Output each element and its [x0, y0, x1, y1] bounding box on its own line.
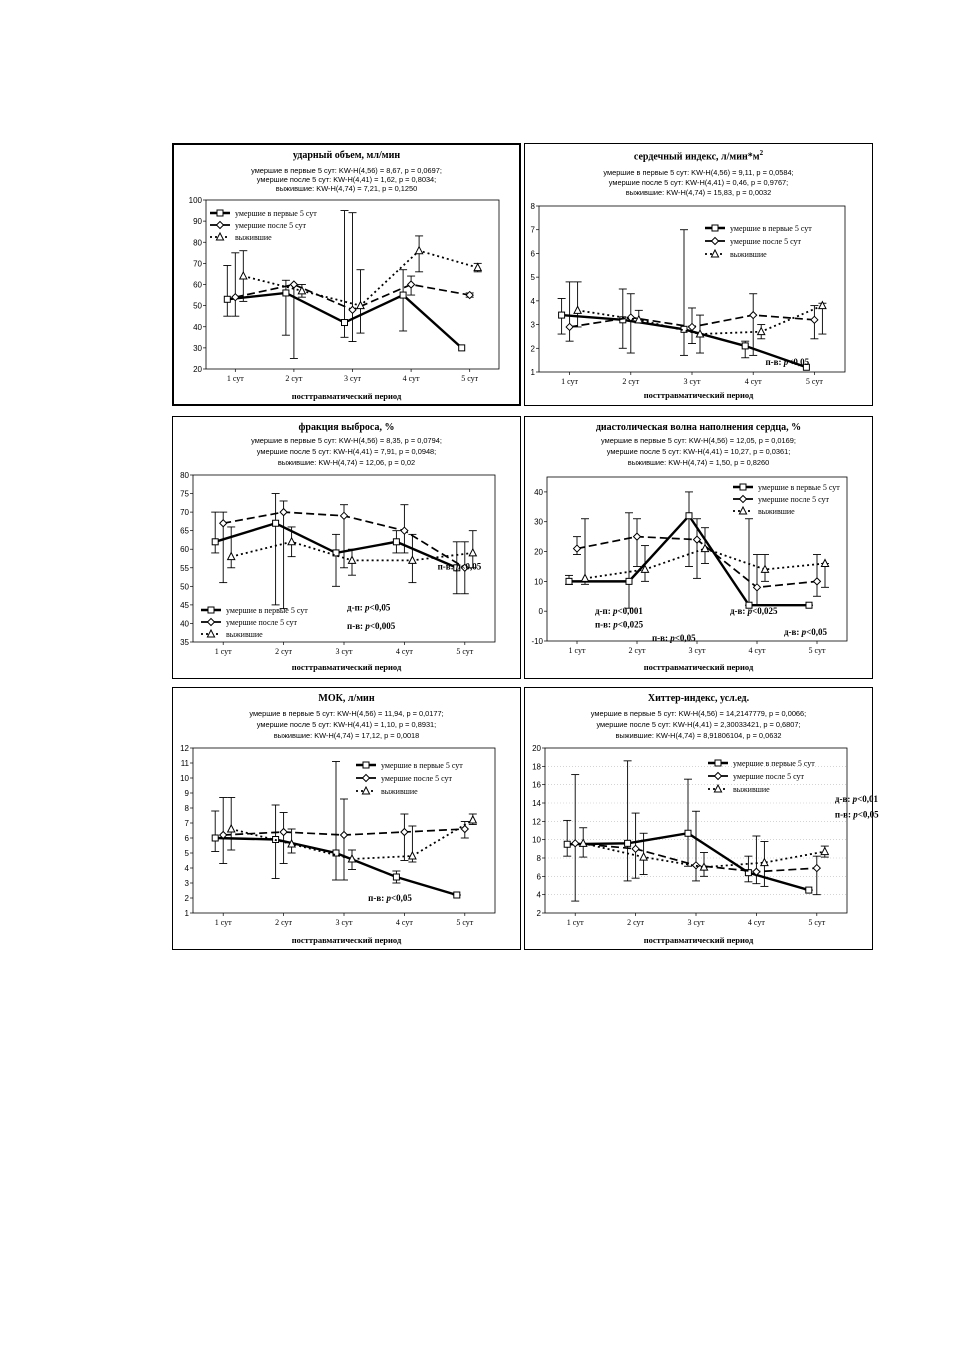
legend-label: выжившие — [758, 507, 795, 516]
x-tick-label: 3 сут — [683, 377, 701, 386]
x-tick-label: 4 сут — [402, 374, 420, 383]
data-point — [819, 302, 826, 309]
y-tick-label: 7 — [530, 225, 535, 235]
legend-marker — [712, 238, 719, 245]
chart-plot — [174, 145, 521, 406]
y-tick-label: 1 — [184, 909, 189, 918]
legend-label: умершие после 5 сут — [381, 774, 453, 783]
chart-plot — [525, 417, 872, 678]
data-point — [814, 578, 821, 585]
data-point — [409, 556, 416, 563]
data-point — [290, 281, 297, 288]
data-point — [283, 290, 289, 296]
data-point — [341, 512, 348, 519]
chart-plot — [173, 688, 520, 949]
significance-annotation: д-п: p<0,05 — [347, 602, 391, 613]
significance-annotation: п-в: p<0,05 — [834, 809, 879, 820]
y-tick-label: 3 — [184, 879, 189, 888]
data-point — [474, 264, 481, 271]
data-point — [574, 545, 581, 552]
x-tick-label: 3 сут — [687, 918, 705, 927]
data-point — [469, 549, 476, 556]
legend-label: умершие в первые 5 сут — [235, 209, 317, 218]
y-tick-label: 10 — [534, 577, 543, 587]
y-tick-label: 100 — [188, 196, 202, 205]
legend-label: умершие в первые 5 сут — [758, 483, 840, 492]
legend-marker — [714, 785, 721, 792]
significance-annotation: п-в: p<0,05 — [437, 561, 482, 572]
x-tick-label: 1 сут — [214, 647, 232, 656]
data-point — [393, 539, 399, 545]
data-point — [273, 520, 279, 526]
y-tick-label: 11 — [180, 759, 189, 768]
significance-annotation: п-в: p<0,05 — [368, 893, 412, 903]
data-point — [564, 841, 570, 847]
x-tick-label: 5 сут — [461, 374, 479, 383]
stat-line: умершие в первые 5 сут: KW-H(4,56) = 14,2147779, p = 0,0066; — [590, 709, 807, 718]
data-point — [454, 892, 460, 898]
chart-panel-diastolic-wave — [524, 416, 873, 679]
legend-marker — [711, 250, 718, 257]
legend-label: умершие после 5 сут — [758, 495, 830, 504]
x-tick-label: 1 сут — [568, 646, 586, 655]
data-point — [459, 345, 465, 351]
legend-marker — [739, 507, 746, 514]
stat-line: выжившие: KW-H(4,74) = 8,91806104, p = 0,0632 — [615, 731, 782, 740]
significance-annotation: п-в: p<0,05 — [765, 356, 810, 367]
x-tick-label: 3 сут — [688, 646, 706, 655]
data-point — [212, 835, 218, 841]
x-tick-label: 3 сут — [344, 374, 361, 383]
data-point — [632, 845, 639, 852]
y-tick-label: 60 — [193, 280, 202, 290]
legend-marker — [217, 210, 223, 216]
data-point — [342, 320, 348, 326]
x-tick-label: 2 сут — [285, 374, 303, 383]
data-point — [280, 829, 287, 836]
y-tick-label: 70 — [180, 508, 189, 518]
data-point — [625, 840, 631, 846]
significance-annotation: д-в: p<0,025 — [730, 606, 778, 617]
x-tick-label: 4 сут — [395, 647, 413, 656]
legend-marker — [363, 775, 370, 782]
x-tick-label: 4 сут — [748, 646, 766, 655]
y-tick-label: 16 — [532, 780, 541, 790]
y-tick-label: 8 — [184, 804, 189, 813]
legend-label: умершие после 5 сут — [235, 221, 307, 230]
y-tick-label: 6 — [530, 249, 535, 259]
y-tick-label: 8 — [530, 202, 535, 211]
data-point — [693, 862, 700, 869]
significance-annotation: п-в: p<0,05 — [652, 633, 696, 643]
chart-panel-cardiac-output — [172, 687, 521, 950]
x-tick-label: 1 сут — [566, 918, 584, 927]
y-tick-label: 20 — [534, 547, 543, 557]
legend-marker — [715, 760, 721, 766]
legend-label: выжившие — [226, 630, 263, 639]
legend-label: умершие после 5 сут — [226, 618, 298, 627]
chart-panel-stroke-volume — [172, 143, 521, 406]
x-tick-label: 4 сут — [744, 377, 762, 386]
stat-line: умершие после 5 сут: KW-H(4,41) = 1,62, p = 0,8034; — [256, 175, 437, 184]
data-point — [685, 830, 691, 836]
data-point — [461, 826, 468, 833]
y-tick-label: 65 — [180, 526, 189, 536]
stat-line: умершие в первые 5 сут: KW-H(4,56) = 8,35, p = 0,0794; — [251, 436, 442, 445]
x-tick-label: 2 сут — [275, 918, 293, 927]
chart-title: МОК, л/мин — [318, 693, 375, 704]
legend-label: умершие после 5 сут — [730, 237, 802, 246]
y-tick-label: 4 — [184, 864, 189, 873]
data-point — [813, 865, 820, 872]
significance-annotation: д-в: p<0,05 — [784, 627, 828, 638]
data-point — [220, 520, 227, 527]
y-tick-label: -10 — [531, 637, 543, 646]
y-tick-label: 45 — [180, 600, 189, 610]
x-tick-label: 4 сут — [747, 918, 765, 927]
significance-annotation: п-в: p<0,025 — [595, 619, 644, 630]
chart-title: фракция выброса, % — [298, 422, 395, 433]
y-tick-label: 40 — [534, 487, 543, 497]
legend-marker — [715, 773, 722, 780]
legend-marker — [207, 630, 214, 637]
x-tick-label: 5 сут — [808, 646, 826, 655]
legend-marker — [216, 233, 223, 240]
y-tick-label: 30 — [193, 343, 202, 353]
y-tick-label: 4 — [530, 296, 535, 306]
x-axis-label: посттравматический период — [643, 935, 754, 945]
x-tick-label: 2 сут — [275, 647, 293, 656]
legend-marker — [740, 496, 747, 503]
data-point — [742, 343, 748, 349]
y-tick-label: 14 — [532, 799, 541, 808]
y-tick-label: 60 — [180, 545, 189, 555]
x-tick-label: 2 сут — [622, 377, 640, 386]
data-point — [469, 816, 476, 823]
chart-panel-hitter-index — [524, 687, 879, 950]
y-tick-label: 10 — [532, 835, 541, 845]
x-tick-label: 1 сут — [561, 377, 579, 386]
y-tick-label: 8 — [536, 854, 541, 863]
chart-title: ударный объем, мл/мин — [292, 150, 401, 161]
y-tick-label: 7 — [184, 819, 189, 828]
stat-line: умершие в первые 5 сут: KW-H(4,56) = 12,05, p = 0,0169; — [601, 436, 796, 445]
legend-marker — [363, 762, 369, 768]
chart-plot — [525, 688, 879, 949]
data-point — [821, 848, 828, 855]
data-point — [298, 287, 305, 294]
data-point — [566, 323, 573, 330]
y-tick-label: 5 — [184, 849, 189, 858]
chart-plot — [525, 144, 872, 405]
y-tick-label: 2 — [184, 894, 189, 903]
stat-line: выжившие: KW-H(4,74) = 17,12, p = 0,0018 — [273, 731, 420, 740]
data-point — [689, 323, 696, 330]
y-tick-label: 3 — [530, 320, 535, 330]
y-tick-label: 20 — [532, 744, 541, 753]
legend-label: выжившие — [730, 250, 767, 259]
x-tick-label: 5 сут — [456, 918, 474, 927]
x-tick-label: 2 сут — [627, 918, 645, 927]
y-tick-label: 20 — [193, 365, 202, 374]
legend-marker — [217, 222, 224, 229]
x-tick-label: 2 сут — [628, 646, 646, 655]
stat-line: умершие после 5 сут: KW-H(4,41) = 1,10, p = 0,8931; — [256, 720, 437, 729]
legend-marker — [362, 787, 369, 794]
stat-line: выжившие: KW-H(4,74) = 7,21, p = 0,1250 — [275, 184, 418, 193]
stat-line: умершие после 5 сут: KW-H(4,41) = 7,91, p = 0,0948; — [256, 447, 437, 456]
y-tick-label: 6 — [536, 872, 541, 882]
data-point — [228, 825, 235, 832]
data-point — [416, 247, 423, 254]
x-tick-label: 4 сут — [395, 918, 413, 927]
stat-line: выжившие: KW-H(4,74) = 1,50, p = 0,8260 — [627, 458, 770, 467]
stat-line: умершие после 5 сут: KW-H(4,41) = 0,46, p = 0,9767; — [608, 178, 789, 187]
stat-line: умершие после 5 сут: KW-H(4,41) = 2,30033421, p = 0,6807; — [596, 720, 801, 729]
stat-line: умершие после 5 сут: KW-H(4,41) = 10,27, p = 0,0361; — [606, 447, 791, 456]
y-tick-label: 12 — [532, 817, 541, 827]
x-tick-label: 1 сут — [226, 374, 244, 383]
legend-marker — [740, 484, 746, 490]
x-tick-label: 5 сут — [805, 377, 823, 386]
chart-panel-ejection-fraction — [172, 416, 521, 679]
x-axis-label: посттравматический период — [643, 662, 754, 672]
legend-label: умершие в первые 5 сут — [730, 224, 812, 233]
data-point — [393, 874, 399, 880]
stat-line: выжившие: KW-H(4,74) = 15,83, p = 0,0032 — [625, 188, 772, 197]
x-axis-label: посттравматический период — [291, 935, 402, 945]
legend-marker — [712, 225, 718, 231]
significance-annotation: д-п: p<0,001 — [595, 606, 643, 617]
significance-annotation: п-в: p<0,005 — [347, 621, 396, 632]
y-tick-label: 55 — [180, 563, 189, 573]
data-point — [806, 887, 812, 893]
data-point — [572, 840, 579, 847]
data-point — [686, 513, 692, 519]
stat-line: умершие в первые 5 сут: KW-H(4,56) = 11,94, p = 0,0177; — [249, 709, 444, 718]
data-point — [408, 281, 415, 288]
legend-marker — [208, 607, 214, 613]
data-point — [228, 553, 235, 560]
y-tick-label: 18 — [532, 762, 541, 772]
stat-line: умершие в первые 5 сут: KW-H(4,56) = 8,67, p = 0,0697; — [251, 166, 442, 175]
chart-title-superscript: 2 — [759, 149, 764, 157]
x-axis-label: посттравматический период — [643, 390, 754, 400]
y-tick-label: 80 — [193, 238, 202, 248]
y-tick-label: 4 — [536, 890, 541, 900]
data-point — [288, 538, 295, 545]
y-tick-label: 35 — [180, 638, 189, 647]
data-point — [806, 602, 812, 608]
x-tick-label: 5 сут — [808, 918, 826, 927]
data-point — [409, 852, 416, 859]
y-tick-label: 40 — [180, 619, 189, 629]
x-tick-label: 1 сут — [214, 918, 232, 927]
chart-plot — [173, 417, 520, 678]
data-point — [341, 832, 348, 839]
y-tick-label: 50 — [180, 582, 189, 592]
y-tick-label: 90 — [193, 217, 202, 227]
legend-label: умершие после 5 сут — [733, 772, 805, 781]
y-tick-label: 0 — [538, 607, 543, 617]
y-tick-label: 40 — [193, 322, 202, 332]
chart-panel-cardiac-index — [524, 143, 873, 406]
data-point — [640, 853, 647, 860]
x-tick-label: 3 сут — [335, 918, 353, 927]
x-axis-label: посттравматический период — [291, 391, 402, 401]
y-tick-label: 9 — [184, 789, 189, 798]
y-tick-label: 2 — [536, 909, 541, 918]
legend-marker — [208, 619, 215, 626]
y-tick-label: 70 — [193, 259, 202, 269]
data-point — [280, 509, 287, 516]
legend-label: умершие в первые 5 сут — [381, 761, 463, 770]
y-tick-label: 50 — [193, 301, 202, 311]
data-point — [634, 533, 641, 540]
y-tick-label: 30 — [534, 517, 543, 527]
legend-label: выжившие — [235, 233, 272, 242]
y-tick-label: 5 — [530, 273, 535, 283]
y-tick-label: 75 — [180, 489, 189, 499]
legend-label: умершие в первые 5 сут — [226, 606, 308, 615]
y-tick-label: 12 — [180, 744, 189, 753]
data-point — [401, 829, 408, 836]
x-tick-label: 3 сут — [335, 647, 353, 656]
data-point — [581, 574, 588, 581]
legend-label: выжившие — [381, 787, 418, 796]
chart-title: диастолическая волна наполнения сердца, % — [595, 422, 802, 433]
data-point — [750, 312, 757, 319]
y-tick-label: 10 — [180, 774, 189, 783]
y-tick-label: 6 — [184, 834, 189, 843]
data-point — [758, 328, 765, 335]
data-point — [811, 316, 818, 323]
chart-title: Хиттер-индекс, усл.ед. — [647, 693, 750, 704]
data-point — [566, 578, 572, 584]
legend-label: умершие в первые 5 сут — [733, 759, 815, 768]
stat-line: умершие в первые 5 сут: KW-H(4,56) = 9,11, p = 0,0584; — [603, 168, 794, 177]
legend-label: выжившие — [733, 785, 770, 794]
y-tick-label: 2 — [530, 344, 535, 354]
data-point — [349, 306, 356, 313]
data-point — [400, 292, 406, 298]
data-point — [626, 578, 632, 584]
y-tick-label: 1 — [530, 368, 535, 377]
data-point — [224, 296, 230, 302]
x-axis-label: посттравматический период — [291, 662, 402, 672]
y-tick-label: 80 — [180, 471, 189, 480]
stat-line: выжившие: KW-H(4,74) = 12,06, p = 0,02 — [277, 458, 416, 467]
data-point — [348, 556, 355, 563]
data-point — [240, 272, 247, 279]
x-tick-label: 5 сут — [456, 647, 474, 656]
data-point — [212, 539, 218, 545]
chart-title-text: сердечный индекс, л/мин*м — [633, 151, 760, 163]
data-point — [574, 306, 581, 313]
significance-annotation: д-в: p<0,01 — [834, 794, 878, 805]
data-point — [559, 312, 565, 318]
